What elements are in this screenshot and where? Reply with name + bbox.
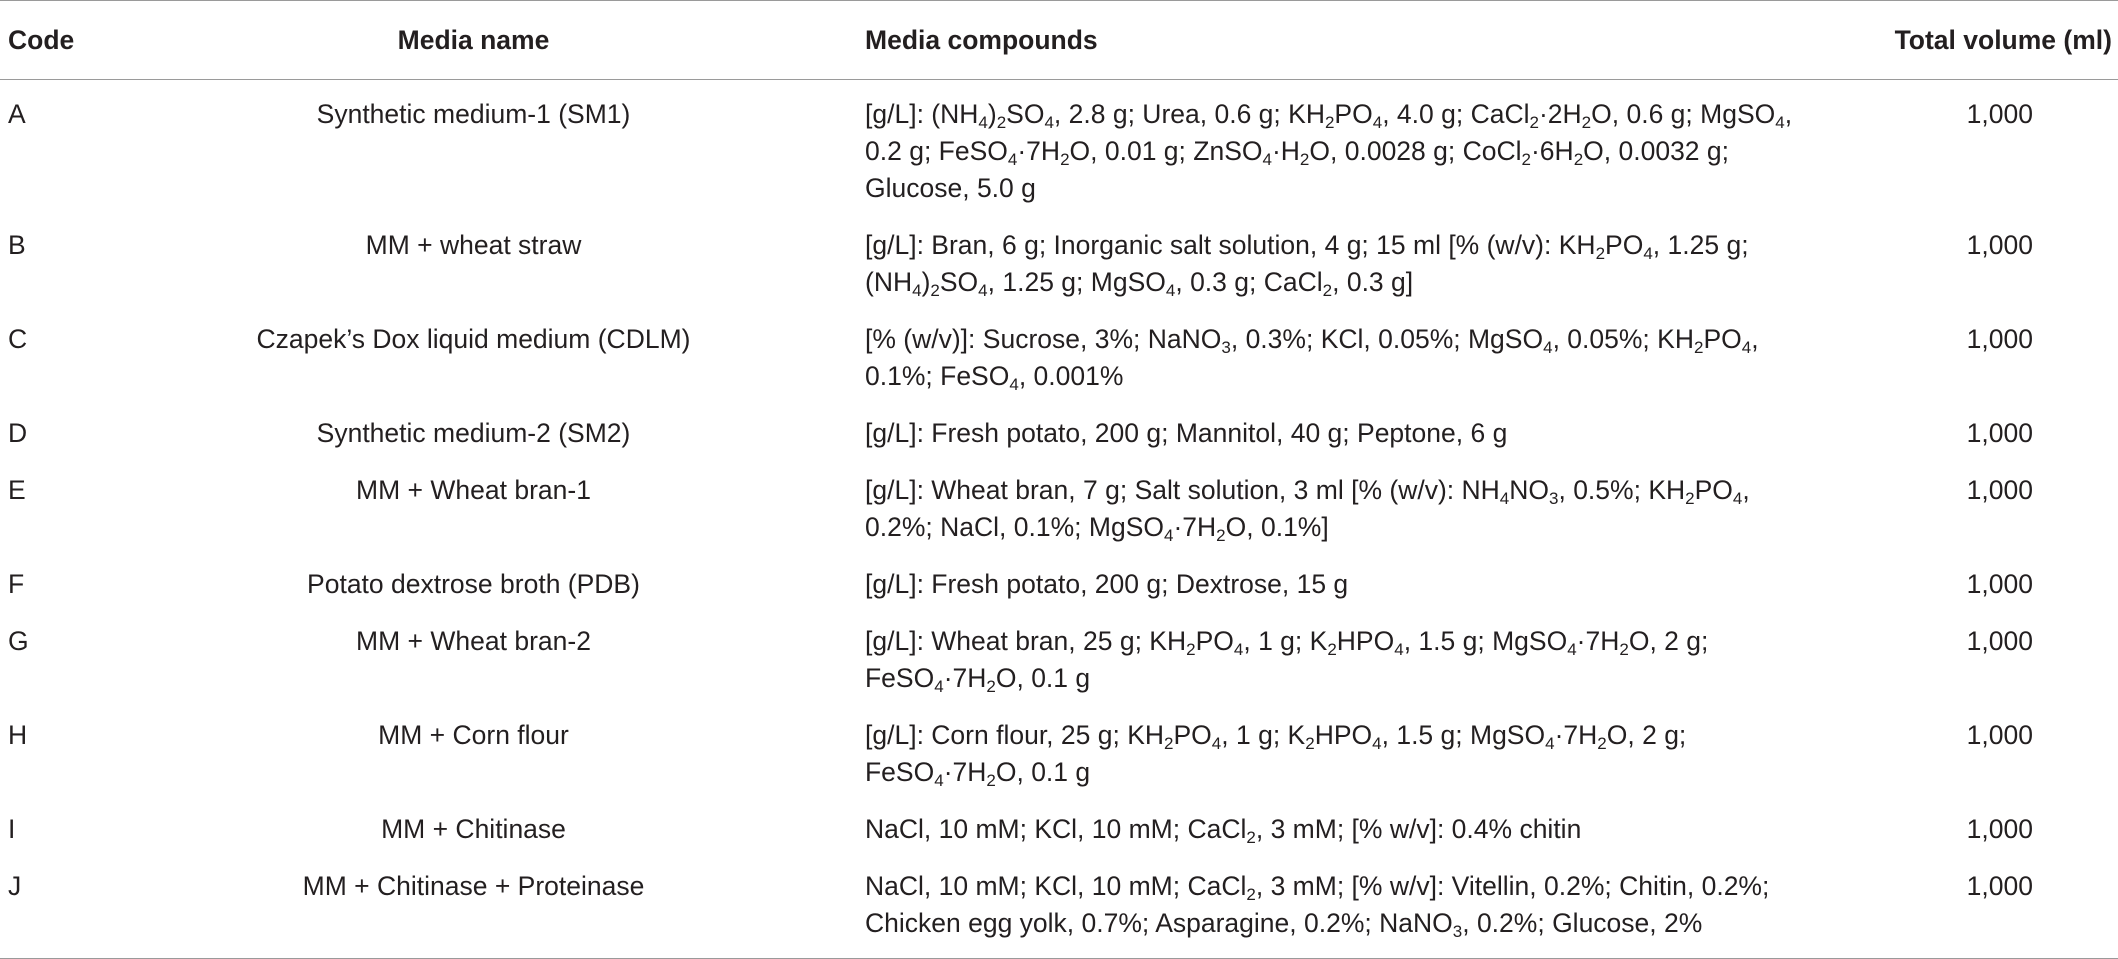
cell-total-volume: 1,000 [1966,230,2033,260]
cell-code: I [8,814,16,844]
header-code: Code [8,24,75,55]
table-row [0,458,2118,552]
table-row [0,552,2118,609]
table-body [0,80,2118,959]
cell-media-name: Potato dextrose broth (PDB) [307,569,640,599]
cell-total-volume: 1,000 [1966,475,2033,505]
cell-media-name: Synthetic medium-1 (SM1) [316,99,631,129]
cell-code: A [8,99,26,129]
cell-media-compounds: [g/L]: Wheat bran, 25 g; $KH_2PO_4$, 1 g; $K_2HPO_4$, 1.5 g; $MgSO_4\cdot 7H_2O$, 2 g; $FeSO_4\cdot 7H_2O$, 0.1 g [865,626,1709,696]
cell-total-volume: 1,000 [1966,720,2033,750]
cell-media-compounds: NaCl, 10 mM; KCl, 10 mM; CaCl$_2$, 3 mM; [% w/v]: 0.4% chitin [865,814,1582,847]
table-row [0,401,2118,458]
cell-code: C [8,324,28,354]
cell-media-name: Czapek’s Dox liquid medium (CDLM) [256,324,691,354]
table-row [0,703,2118,797]
cell-media-name: MM + Corn flour [378,720,569,750]
cell-media-name: MM + Chitinase + Proteinase [302,871,645,901]
cell-code: J [8,871,22,901]
table-header [0,1,2118,80]
table-row [0,80,2118,214]
cell-media-compounds: [g/L]: Corn flour, 25 g; $KH_2PO_4$, 1 g; $K_2HPO_4$, 1.5 g; $MgSO_4\cdot 7H_2O$, 2 g; $FeSO_4\cdot 7H_2O$, 0.1 g [865,720,1687,790]
cell-media-name: MM + Wheat bran-1 [356,475,591,505]
header-media-compounds: Media compounds [865,24,1098,55]
cell-media-name: MM + Chitinase [381,814,566,844]
cell-code: E [8,475,26,505]
header-row [0,1,2118,80]
header-total-volume: Total volume (ml) [1894,24,2112,55]
cell-media-name: Synthetic medium-2 (SM2) [316,418,631,448]
cell-total-volume: 1,000 [1966,871,2033,901]
cell-media-compounds: [g/L]: Bran, 6 g; Inorganic salt solution, 4 g; 15 ml [% (w/v): $KH_2PO_4$, 1.25 g; $(NH_4)_2SO_4$, 1.25 g; MgSO$_4$, 0.3 g; CaCl$_2$, 0.3 g] [865,230,1749,300]
cell-total-volume: 1,000 [1966,418,2033,448]
table-row [0,854,2118,959]
table-row [0,609,2118,703]
cell-code: D [8,418,28,448]
cell-total-volume: 1,000 [1966,569,2033,599]
cell-code: G [8,626,29,656]
cell-media-compounds: [g/L]: $(NH_4)_2SO_4$, 2.8 g; Urea, 0.6 g; $KH_2PO_4$, 4.0 g; $CaCl_2\cdot 2H_2O$, 0.6 g; MgSO$_4$, 0.2 g; $FeSO_4\cdot 7H_2O$, 0.01 g; $ZnSO_4\cdot H_2O$, 0.0028 g; $CoCl_2\cdot 6H_2O$, 0.0032 g; Glucose, 5.0 g [865,99,1793,203]
cell-media-compounds: [g/L]: Fresh potato, 200 g; Dextrose, 15 g [865,569,1349,599]
cell-code: B [8,230,26,260]
cell-code: H [8,720,28,750]
cell-media-name: MM + wheat straw [365,230,582,260]
table-row [0,213,2118,307]
cell-media-compounds: [g/L]: Wheat bran, 7 g; Salt solution, 3 ml [% (w/v): $NH_4NO_3$, 0.5%; $KH_2PO_4$, 0.2%; NaCl, 0.1%; $MgSO_4\cdot 7H_2O$, 0.1%] [865,475,1750,545]
table-row [0,797,2118,854]
cell-media-compounds: [g/L]: Fresh potato, 200 g; Mannitol, 40 g; Peptone, 6 g [865,418,1508,448]
cell-media-compounds: NaCl, 10 mM; KCl, 10 mM; CaCl$_2$, 3 mM; [% w/v]: Vitellin, 0.2%; Chitin, 0.2%; Chicken egg yolk, 0.7%; Asparagine, 0.2%; NaNO$_3$, 0.2%; Glucose, 2% [865,871,1770,941]
table-row [0,307,2118,401]
header-media-name: Media name [397,24,550,55]
cell-total-volume: 1,000 [1966,324,2033,354]
cell-total-volume: 1,000 [1966,814,2033,844]
cell-media-name: MM + Wheat bran-2 [356,626,591,656]
cell-media-compounds: [% (w/v)]: Sucrose, 3%; NaNO$_3$, 0.3%; KCl, 0.05%; MgSO$_4$, 0.05%; $KH_2PO_4$, 0.1%; FeSO$_4$, 0.001% [865,324,1759,394]
cell-code: F [8,569,25,599]
cell-total-volume: 1,000 [1966,626,2033,656]
cell-total-volume: 1,000 [1966,99,2033,129]
